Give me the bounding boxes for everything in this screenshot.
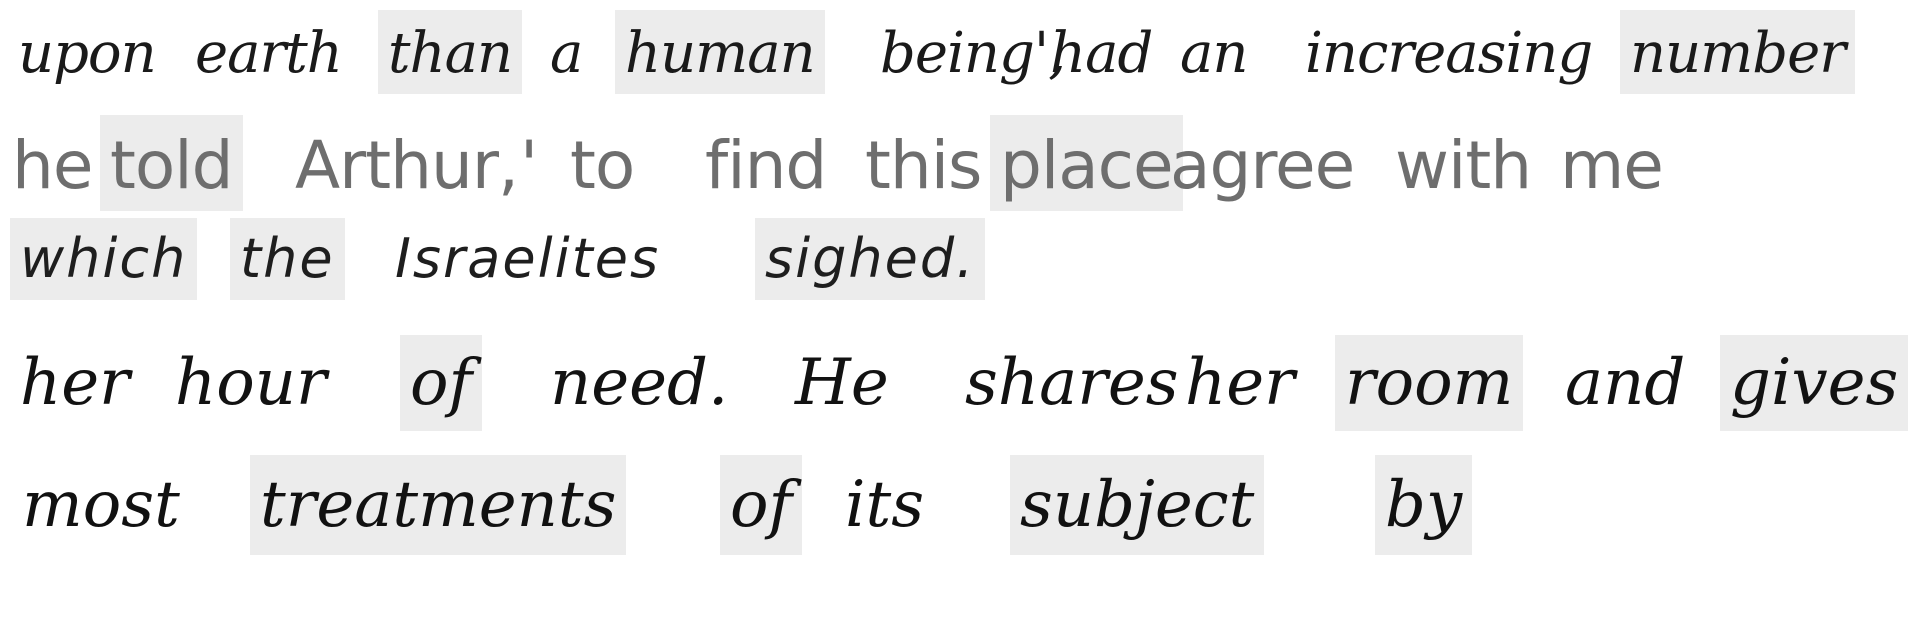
word: of [720,455,802,555]
word: to [570,127,635,204]
word: this [865,127,982,204]
word: sighed. [755,218,985,300]
word: me [1560,127,1663,204]
word: told [100,115,243,211]
word: increasing [1305,21,1593,86]
word: which [10,218,197,300]
word: subject [1010,455,1264,555]
word: her [1185,346,1295,420]
word: number [1620,10,1855,94]
word: Arthur, [295,127,518,204]
word: shares [965,346,1179,420]
word: find [705,127,827,204]
word: place [990,115,1183,211]
word: earth [195,21,342,86]
word: than [378,10,522,94]
word: her [20,346,130,420]
word: the [230,218,345,300]
word: a [550,21,583,86]
word: had [1050,21,1153,86]
word: hour [175,346,327,420]
word: room [1335,335,1523,431]
word: most [22,468,180,542]
word: gives [1720,335,1908,431]
word: being', [880,21,1066,86]
word: treatments [250,455,626,555]
word: an [1180,21,1248,86]
word: and [1565,346,1686,420]
word: need. [550,346,729,420]
word: he [12,127,93,204]
word: He [795,346,889,420]
word: by [1375,455,1472,555]
word: agree [1170,127,1355,204]
word: Israelites [395,227,661,290]
word: its [845,468,925,542]
word: upon [18,21,156,86]
word: of [400,335,482,431]
word: human [615,10,825,94]
word: ' [520,127,538,204]
word: with [1395,127,1532,204]
